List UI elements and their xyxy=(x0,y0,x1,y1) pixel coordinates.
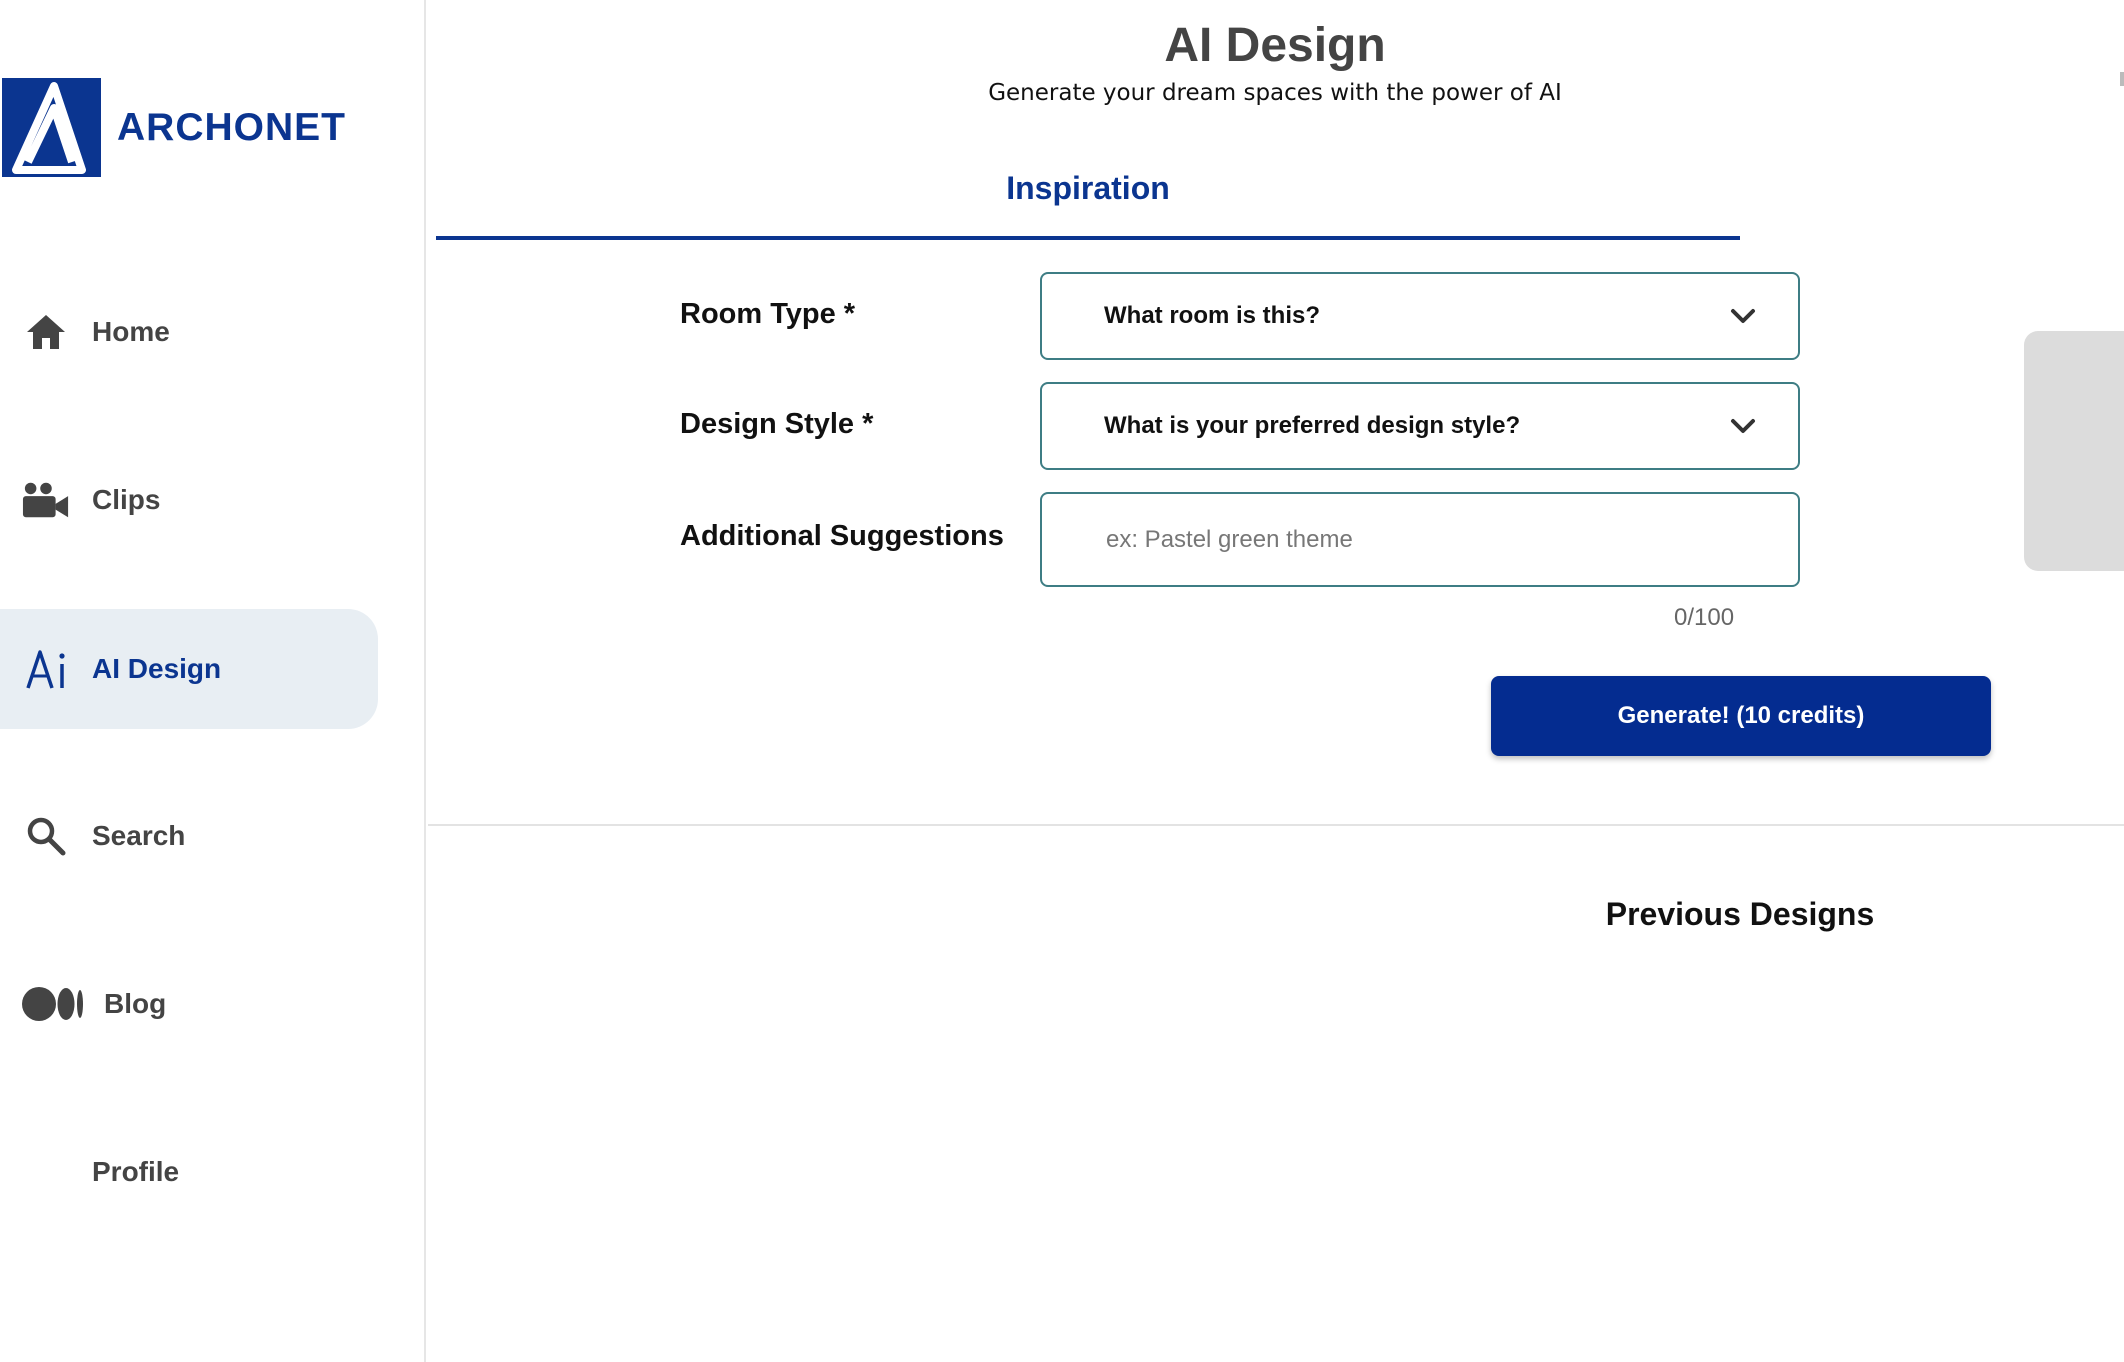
tab-inspiration[interactable] xyxy=(436,160,1740,240)
video-camera-icon xyxy=(22,476,70,524)
page-title: AI Design xyxy=(1164,19,1386,72)
design-style-select[interactable] xyxy=(1040,382,1800,470)
ai-design-icon xyxy=(22,645,70,693)
room-type-value: What room is this? xyxy=(1104,302,1320,329)
page-subtitle: Generate your dream spaces with the power of AI xyxy=(988,80,1562,106)
nav-item-home[interactable] xyxy=(0,272,378,392)
nav-item-search[interactable] xyxy=(0,776,378,896)
additional-suggestions-field[interactable] xyxy=(1040,492,1800,587)
sidebar xyxy=(0,0,426,1362)
search-icon xyxy=(22,812,70,860)
chevron-down-icon xyxy=(1728,411,1758,441)
profile-icon-placeholder xyxy=(22,1148,70,1196)
room-type-label: Room Type * xyxy=(680,298,856,330)
side-drawer-handle[interactable] xyxy=(2024,331,2124,571)
nav-label: Profile xyxy=(92,1156,180,1187)
nav-label: AI Design xyxy=(92,653,222,684)
design-style-label: Design Style * xyxy=(680,408,874,440)
brand-name: ARCHONET xyxy=(117,105,346,149)
additional-suggestions-input[interactable] xyxy=(1104,525,1758,555)
design-style-value: What is your preferred design style? xyxy=(1104,412,1521,439)
archonet-logo-icon xyxy=(2,78,101,177)
brand-logo[interactable] xyxy=(2,78,346,177)
chevron-down-icon xyxy=(1728,301,1758,331)
previous-designs-title: Previous Designs xyxy=(1605,896,1875,932)
nav-item-blog[interactable] xyxy=(0,944,378,1064)
nav-label: Home xyxy=(92,316,170,347)
nav-item-clips[interactable] xyxy=(0,440,378,560)
nav-item-profile[interactable] xyxy=(0,1112,378,1232)
additional-suggestions-label: Additional Suggestions xyxy=(680,520,1004,552)
edge-indicator xyxy=(2120,72,2124,86)
tab-label: Inspiration xyxy=(1006,170,1170,206)
nav-label: Blog xyxy=(104,988,167,1019)
nav-label: Search xyxy=(92,820,186,851)
nav-label: Clips xyxy=(92,484,161,515)
home-icon xyxy=(22,308,70,356)
nav-item-ai-design[interactable] xyxy=(0,609,378,729)
medium-icon xyxy=(22,980,84,1028)
generate-button[interactable]: Generate! (10 credits) xyxy=(1491,676,1991,756)
section-divider xyxy=(428,824,2124,826)
character-counter: 0/100 xyxy=(1674,604,1735,631)
room-type-select[interactable] xyxy=(1040,272,1800,360)
